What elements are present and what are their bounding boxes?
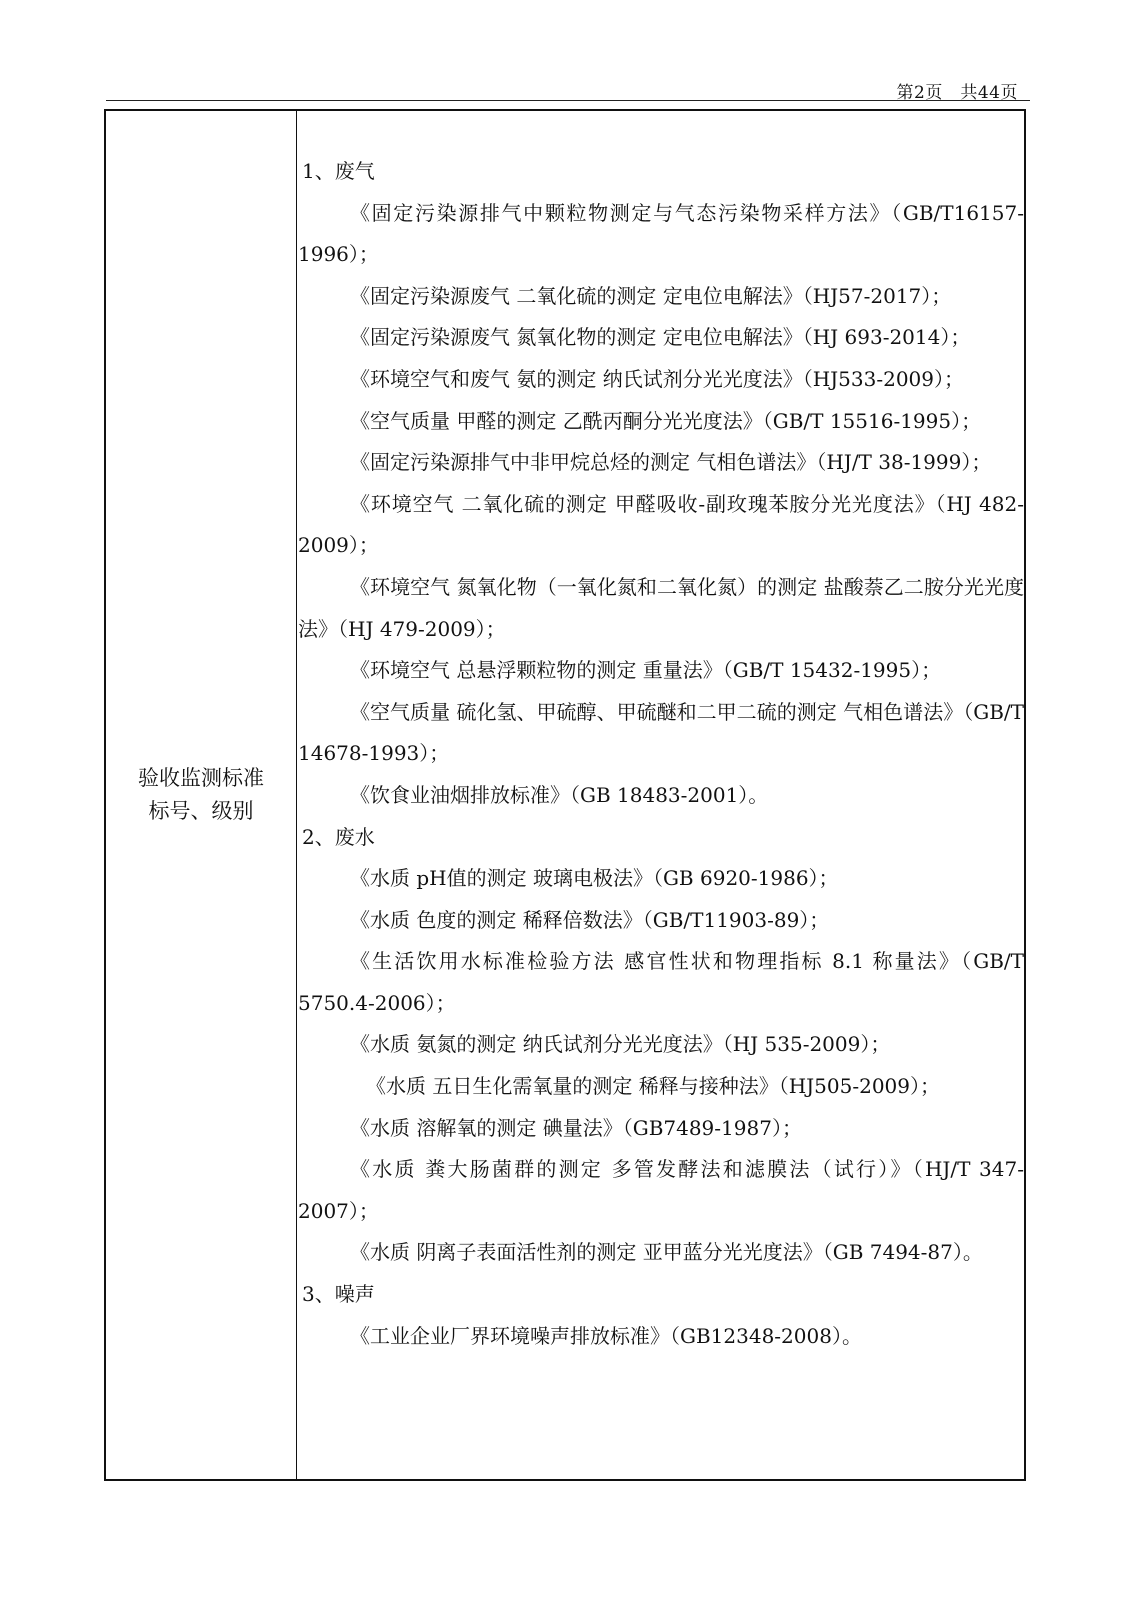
water-standard-item: 《水质 五日生化需氧量的测定 稀释与接种法》（HJ505-2009）； <box>366 1074 941 1099</box>
row-label-cell <box>106 111 296 1479</box>
water-standard-item: 《水质 粪大肠菌群的测定 多管发酵法和滤膜法（试行）》（HJ/T 347-2007）； <box>298 1157 1024 1223</box>
gas-standard-item: 《环境空气 总悬浮颗粒物的测定 重量法》（GB/T 15432-1995）； <box>350 658 942 683</box>
gas-standard-item: 《环境空气 氮氧化物（一氧化氮和二氧化氮）的测定 盐酸萘乙二胺分光光度法》（HJ 479-2009）； <box>298 574 1024 641</box>
gas-standard-item: 《固定污染源废气 二氧化硫的测定 定电位电解法》（HJ57-2017）； <box>350 283 952 308</box>
standards-content-cell <box>298 151 1024 1357</box>
gas-standard-item: 《空气质量 甲醛的测定 乙酰丙酮分光光度法》（GB/T 15516-1995）； <box>350 408 982 433</box>
gas-standard-item: 《固定污染源废气 氮氧化物的测定 定电位电解法》（HJ 693-2014）； <box>350 325 971 350</box>
gas-standard-item: 《空气质量 硫化氢、甲硫醇、甲硫醚和二甲二硫的测定 气相色谱法》（GB/T 14678-1993）； <box>298 699 1024 766</box>
column-divider <box>296 111 297 1479</box>
gas-standard-item: 《饮食业油烟排放标准》（GB 18483-2001）。 <box>350 782 769 807</box>
water-standard-item: 《水质 阴离子表面活性剂的测定 亚甲蓝分光光度法》（GB 7494-87）。 <box>350 1240 983 1265</box>
page-indicator: 第2页 共44页 <box>896 83 1018 103</box>
row-label-line-2: 标号、级别 <box>148 799 254 823</box>
standards-table <box>104 109 1026 1481</box>
gas-standard-item: 《环境空气 二氧化硫的测定 甲醛吸收-副玫瑰苯胺分光光度法》（HJ 482-2009）； <box>298 491 1024 558</box>
section-title-noise: 3、噪声 <box>302 1282 375 1307</box>
noise-standard-item: 《工业企业厂界环境噪声排放标准》（GB12348-2008）。 <box>350 1323 862 1348</box>
section-title-wastewater: 2、废水 <box>302 824 375 849</box>
water-standard-item: 《水质 氨氮的测定 纳氏试剂分光光度法》（HJ 535-2009）； <box>350 1032 891 1057</box>
gas-standard-item: 《环境空气和废气 氨的测定 纳氏试剂分光光度法》（HJ533-2009）； <box>350 366 965 391</box>
gas-standard-item: 《固定污染源排气中非甲烷总烃的测定 气相色谱法》（HJ/T 38-1999）； <box>350 450 992 475</box>
section-title-exhaust-gas: 1、废气 <box>302 159 375 183</box>
gas-standard-item: 《固定污染源排气中颗粒物测定与气态污染物采样方法》（GB/T16157-1996）； <box>298 200 1024 267</box>
header-rule <box>106 100 1030 101</box>
water-standard-item: 《水质 色度的测定 稀释倍数法》（GB/T11903-89）； <box>350 907 830 932</box>
water-standard-item: 《水质 pH值的测定 玻璃电极法》（GB 6920-1986）； <box>350 866 839 891</box>
water-standard-item: 《生活饮用水标准检验方法 感官性状和物理指标 8.1 称量法》（GB/T 5750.4-2006）； <box>298 949 1024 1015</box>
row-label-line-1: 验收监测标准 <box>138 766 264 790</box>
water-standard-item: 《水质 溶解氧的测定 碘量法》（GB7489-1987）； <box>350 1115 802 1140</box>
